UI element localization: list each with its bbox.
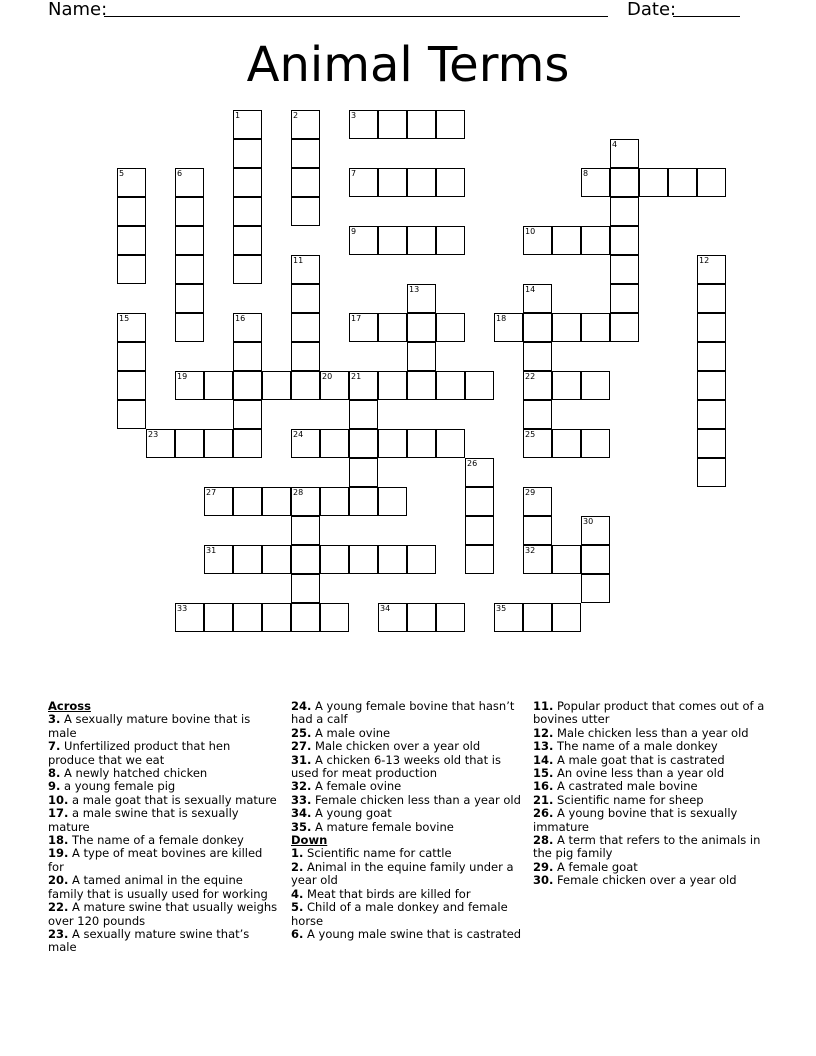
crossword-cell[interactable] [581,168,610,197]
crossword-cell[interactable] [697,429,726,458]
clue-section-heading: Across [48,699,91,713]
clue-number: 23 [148,430,159,439]
clue-item [533,767,768,780]
crossword-cell[interactable] [523,371,552,400]
clue-item [48,794,280,807]
clue-number: 3 [351,111,357,120]
clue-item-text: A young female bovine that hasn’t had a calf [291,699,515,727]
crossword-cell[interactable] [697,458,726,487]
crossword-cell[interactable] [204,603,233,632]
crossword-cell[interactable] [291,139,320,168]
clue-item-number: 5. [291,900,304,915]
crossword-cell[interactable] [291,371,320,400]
clue-number: 34 [380,604,391,613]
crossword-cell[interactable] [552,371,581,400]
clue-item [48,767,280,780]
crossword-cell[interactable] [465,487,494,516]
crossword-cell[interactable] [291,487,320,516]
clue-number: 5 [119,169,125,178]
crossword-cell[interactable] [378,603,407,632]
crossword-cell[interactable] [697,313,726,342]
clue-item-number: 28. [533,833,554,848]
crossword-cell[interactable] [175,197,204,226]
clue-item-number: 7. [48,739,61,754]
crossword-cell[interactable] [552,226,581,255]
clue-number: 18 [496,314,507,323]
clue-item-text: A sexually mature bovine that is male [48,712,251,740]
clue-number: 31 [206,546,217,555]
clue-number: 4 [612,140,618,149]
clue-item-number: 33. [291,792,312,807]
crossword-cell[interactable] [117,371,146,400]
crossword-cell[interactable] [233,371,262,400]
clue-item-text: a young female pig [60,779,176,794]
crossword-cell[interactable] [349,429,378,458]
clue-item [48,807,280,834]
crossword-cell[interactable] [320,603,349,632]
crossword-cell[interactable] [349,168,378,197]
crossword-cell[interactable] [436,603,465,632]
crossword-cell[interactable] [320,429,349,458]
crossword-cell[interactable] [639,168,668,197]
clue-item-text: Scientific name for cattle [303,846,452,861]
clue-item-text: A castrated male bovine [553,779,698,794]
crossword-cell[interactable] [523,284,552,313]
crossword-cell[interactable] [233,545,262,574]
crossword-cell[interactable] [407,226,436,255]
crossword-cell[interactable] [291,313,320,342]
date-label: Date: [627,0,677,20]
crossword-cell[interactable] [494,313,523,342]
clue-item-number: 14. [533,752,554,767]
crossword-cell[interactable] [523,429,552,458]
crossword-cell[interactable] [233,168,262,197]
clue-item-text: A type of meat bovines are killed for [48,846,263,874]
crossword-cell[interactable] [581,371,610,400]
clue-item-text: A young bovine that is sexually immature [533,806,738,834]
crossword-cell[interactable] [465,545,494,574]
crossword-cell[interactable] [262,545,291,574]
clue-number: 27 [206,488,217,497]
crossword-cell[interactable] [320,545,349,574]
clue-item-number: 11. [533,699,554,713]
crossword-cell[interactable] [175,313,204,342]
clue-item-number: 25. [291,725,312,740]
clue-number: 13 [409,285,420,294]
crossword-cell[interactable] [233,342,262,371]
crossword-cell[interactable] [291,255,320,284]
clue-item [291,794,523,807]
puzzle-title: Animal Terms [246,37,570,93]
crossword-cell[interactable] [204,371,233,400]
crossword-cell[interactable] [233,110,262,139]
clue-item-text: Female chicken less than a year old [311,792,521,807]
clue-item-text: Child of a male donkey and female horse [291,900,508,928]
clue-item [533,700,768,727]
clue-number: 22 [525,372,536,381]
clue-item [48,901,280,928]
clue-item [533,834,768,861]
crossword-cell[interactable] [581,516,610,545]
clue-item-number: 35. [291,819,312,834]
crossword-cell[interactable] [668,168,697,197]
clue-item-number: 29. [533,859,554,874]
clue-item-text: A tamed animal in the equine family that is usually used for working [48,873,268,901]
clue-item-number: 17. [48,806,69,821]
clue-item-number: 13. [533,739,554,754]
clue-item [533,740,768,753]
clue-item-text: a male goat that is sexually mature [68,792,277,807]
clue-number: 25 [525,430,536,439]
crossword-cell[interactable] [436,226,465,255]
clue-item-text: A newly hatched chicken [60,766,208,781]
crossword-cell[interactable] [349,110,378,139]
clue-number: 16 [235,314,246,323]
crossword-cell[interactable] [610,197,639,226]
crossword-cell[interactable] [494,603,523,632]
crossword-cell[interactable] [378,487,407,516]
crossword-cell[interactable] [262,487,291,516]
clue-item [291,821,523,834]
clue-item-number: 19. [48,846,69,861]
clue-item-number: 6. [291,926,304,941]
crossword-cell[interactable] [465,458,494,487]
clue-item [48,780,280,793]
clue-number: 29 [525,488,536,497]
crossword-cell[interactable] [117,342,146,371]
crossword-cell[interactable] [610,168,639,197]
crossword-cell[interactable] [262,603,291,632]
clue-number: 15 [119,314,130,323]
clue-item [533,727,768,740]
clues-column-1 [48,700,280,955]
crossword-cell[interactable] [378,545,407,574]
crossword-cell[interactable] [349,458,378,487]
crossword-cell[interactable] [233,197,262,226]
crossword-cell[interactable] [407,110,436,139]
clue-number: 1 [235,111,241,120]
crossword-cell[interactable] [523,545,552,574]
clue-item [291,727,523,740]
clue-item-number: 22. [48,900,69,915]
crossword-cell[interactable] [175,168,204,197]
crossword-cell[interactable] [233,400,262,429]
crossword-cell[interactable] [378,313,407,342]
clue-item-text: Popular product that comes out of a bovines utter [533,699,765,727]
crossword-cell[interactable] [581,226,610,255]
crossword-cell[interactable] [291,545,320,574]
crossword-cell[interactable] [407,371,436,400]
clue-item [533,807,768,834]
crossword-cell[interactable] [407,545,436,574]
clue-item-text: A chicken 6-13 weeks old that is used for meat production [291,752,501,781]
clue-item [533,754,768,767]
crossword-cell[interactable] [436,110,465,139]
crossword-cell[interactable] [436,429,465,458]
clue-item [48,740,280,767]
crossword-cell[interactable] [378,429,407,458]
clues-column-2 [291,700,523,941]
clue-item-number: 23. [48,926,69,941]
clue-item-text: Male chicken over a year old [311,739,481,754]
clue-item-number: 15. [533,766,554,781]
crossword-cell[interactable] [697,342,726,371]
clue-item [48,834,280,847]
clue-item-text: A female ovine [311,779,402,794]
clue-item [291,847,523,860]
clue-number: 24 [293,430,304,439]
clue-item-text: A mature swine that usually weighs over 120 pounds [48,900,278,928]
clue-number: 10 [525,227,536,236]
crossword-cell[interactable] [697,400,726,429]
crossword-cell[interactable] [233,226,262,255]
clue-item-number: 20. [48,873,69,888]
crossword-cell[interactable] [581,429,610,458]
crossword-cell[interactable] [349,400,378,429]
crossword-cell[interactable] [291,284,320,313]
crossword-cell[interactable] [291,574,320,603]
crossword-cell[interactable] [523,487,552,516]
clue-item-number: 3. [48,712,61,727]
clue-item-number: 18. [48,833,69,848]
crossword-cell[interactable] [291,516,320,545]
clue-item-text: A male ovine [311,725,391,740]
clue-item-number: 32. [291,779,312,794]
crossword-cell[interactable] [552,603,581,632]
crossword-cell[interactable] [523,516,552,545]
crossword-cell[interactable] [204,545,233,574]
crossword-cell[interactable] [117,226,146,255]
clue-item-number: 1. [291,846,304,861]
clue-number: 33 [177,604,188,613]
clue-item [48,928,280,955]
crossword-cell[interactable] [581,313,610,342]
clue-item-text: The name of a female donkey [68,833,244,848]
crossword-cell[interactable] [146,429,175,458]
clue-item [291,780,523,793]
crossword-cell[interactable] [610,226,639,255]
clue-item [291,700,523,727]
clue-item-text: An ovine less than a year old [553,766,725,781]
crossword-cell[interactable] [378,371,407,400]
clue-item [48,713,280,740]
clue-number: 30 [583,517,594,526]
crossword-cell[interactable] [378,168,407,197]
clue-item-number: 30. [533,873,554,888]
crossword-cell[interactable] [610,139,639,168]
clue-number: 7 [351,169,357,178]
crossword-cell[interactable] [407,603,436,632]
crossword-cell[interactable] [117,168,146,197]
clue-item-number: 10. [48,792,69,807]
crossword-cell[interactable] [175,429,204,458]
crossword-cell[interactable] [204,429,233,458]
crossword-cell[interactable] [407,168,436,197]
clue-item [291,861,523,888]
crossword-cell[interactable] [697,255,726,284]
clue-item-text: A young male swine that is castrated [303,926,522,941]
clue-item-number: 8. [48,766,61,781]
crossword-cell[interactable] [117,197,146,226]
crossword-cell[interactable] [697,168,726,197]
crossword-cell[interactable] [407,429,436,458]
clue-item-text: A mature female bovine [311,819,454,834]
clue-item-text: Female chicken over a year old [553,873,737,888]
crossword-cell[interactable] [175,255,204,284]
crossword-cell[interactable] [349,313,378,342]
clue-item-number: 24. [291,699,312,713]
clue-number: 14 [525,285,536,294]
crossword-cell[interactable] [291,197,320,226]
crossword-cell[interactable] [552,429,581,458]
clue-item [291,754,523,781]
crossword-cell[interactable] [407,284,436,313]
clue-item-number: 16. [533,779,554,794]
clue-item-text: A young goat [311,806,392,821]
clue-item-text: Scientific name for sheep [553,792,704,807]
clue-item-number: 12. [533,725,554,740]
crossword-cell[interactable] [291,342,320,371]
clue-item [291,928,523,941]
clue-item [533,794,768,807]
crossword-cell[interactable] [407,313,436,342]
crossword-cell[interactable] [175,284,204,313]
clues-column-3 [533,700,768,888]
crossword-cell[interactable] [523,342,552,371]
crossword-cell[interactable] [436,313,465,342]
crossword-cell[interactable] [175,226,204,255]
clue-item [533,874,768,887]
clue-number: 11 [293,256,304,265]
clue-item-number: 4. [291,886,304,901]
clue-number: 19 [177,372,188,381]
crossword-cell[interactable] [378,226,407,255]
crossword-cell[interactable] [349,371,378,400]
crossword-cell[interactable] [349,226,378,255]
crossword-cell[interactable] [233,255,262,284]
clue-item-number: 31. [291,752,312,767]
crossword-cell[interactable] [407,342,436,371]
crossword-cell[interactable] [610,313,639,342]
clue-number: 21 [351,372,362,381]
clue-item-number: 27. [291,739,312,754]
crossword-cell[interactable] [320,487,349,516]
clue-section-heading: Down [291,833,328,848]
crossword-cell[interactable] [233,429,262,458]
crossword-cell[interactable] [436,371,465,400]
crossword-cell[interactable] [117,313,146,342]
clue-item-text: The name of a male donkey [553,739,718,754]
crossword-cell[interactable] [349,487,378,516]
crossword-cell[interactable] [291,603,320,632]
clue-item-text: Meat that birds are killed for [303,886,471,901]
crossword-cell[interactable] [581,574,610,603]
crossword-cell[interactable] [378,110,407,139]
clue-item-number: 34. [291,806,312,821]
crossword-cell[interactable] [233,313,262,342]
clue-item-text: Male chicken less than a year old [553,725,749,740]
clue-item-text: Unfertilized product that hen produce that we eat [48,739,231,767]
clue-number: 9 [351,227,357,236]
crossword-cell[interactable] [523,603,552,632]
clue-item-number: 26. [533,806,554,821]
clue-item [533,780,768,793]
clue-item [291,888,523,901]
clue-number: 28 [293,488,304,497]
clue-number: 8 [583,169,589,178]
crossword-cell[interactable] [262,371,291,400]
crossword-cell[interactable] [320,371,349,400]
crossword-cell[interactable] [697,284,726,313]
clue-item-text: a male swine that is sexually mature [48,806,239,834]
crossword-cell[interactable] [610,284,639,313]
crossword-cell[interactable] [610,255,639,284]
crossword-cell[interactable] [465,516,494,545]
clue-item [533,861,768,874]
crossword-cell[interactable] [233,603,262,632]
crossword-cell[interactable] [291,110,320,139]
crossword-cell[interactable] [291,168,320,197]
crossword-cell[interactable] [523,313,552,342]
clue-number: 17 [351,314,362,323]
clue-item [291,901,523,928]
clue-item-text: A female goat [553,859,638,874]
clue-number: 32 [525,546,536,555]
clue-number: 2 [293,111,299,120]
crossword-cell[interactable] [581,545,610,574]
crossword-cell[interactable] [436,168,465,197]
name-label: Name: [48,0,108,20]
clue-item [291,807,523,820]
clue-item-text: A term that refers to the animals in the pig family [533,833,761,861]
crossword-cell[interactable] [697,371,726,400]
clue-number: 6 [177,169,183,178]
clue-item-text: A male goat that is castrated [553,752,725,767]
clue-item-number: 9. [48,779,61,794]
crossword-cell[interactable] [465,371,494,400]
clue-number: 12 [699,256,710,265]
clue-number: 35 [496,604,507,613]
clue-item-number: 2. [291,859,304,874]
clue-number: 26 [467,459,478,468]
clue-item-number: 21. [533,792,554,807]
crossword-cell[interactable] [117,400,146,429]
crossword-cell[interactable] [175,603,204,632]
crossword-cell[interactable] [523,400,552,429]
clue-number: 20 [322,372,333,381]
clue-item-text: A sexually mature swine that’s male [48,926,250,955]
crossword-cell[interactable] [233,139,262,168]
crossword-cell[interactable] [175,371,204,400]
clue-item [48,874,280,901]
crossword-cell[interactable] [349,545,378,574]
crossword-cell[interactable] [291,429,320,458]
crossword-cell[interactable] [233,487,262,516]
crossword-cell[interactable] [117,255,146,284]
crossword-cell[interactable] [523,226,552,255]
clue-item-text: Animal in the equine family under a year old [291,859,514,888]
crossword-cell[interactable] [552,545,581,574]
clue-item [291,740,523,753]
clue-item [48,847,280,874]
crossword-cell[interactable] [552,313,581,342]
crossword-cell[interactable] [204,487,233,516]
